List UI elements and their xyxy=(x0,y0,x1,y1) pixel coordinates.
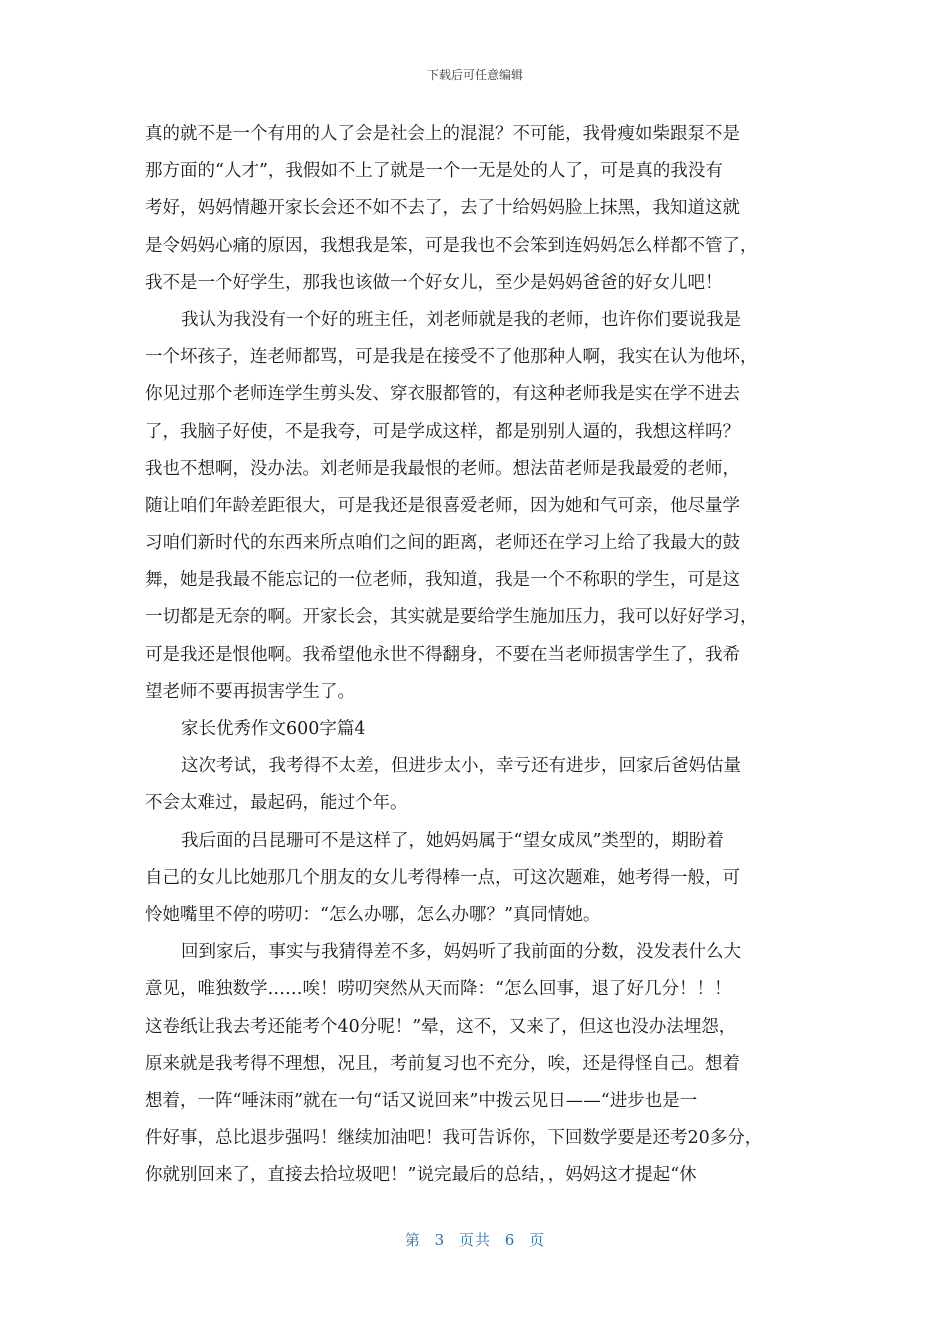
text-line: 可是我还是恨他啊。我希望他永世不得翻身，不要在当老师损害学生了，我希 xyxy=(145,644,740,665)
text-line: 一个坏孩子，连老师都骂，可是我是在接受不了他那种人啊，我实在认为他坏， xyxy=(145,347,758,368)
document-body xyxy=(145,116,815,1194)
text-line: 考好，妈妈情趣开家长会还不如不去了，去了十给妈妈脸上抹黑，我知道这就 xyxy=(145,198,740,219)
text-line: 那方面的“人才”，我假如不上了就是一个一无是处的人了，可是真的我没有 xyxy=(145,161,723,182)
text-line: 原来就是我考得不理想，况且，考前复习也不充分，唉，还是得怪自己。想着 xyxy=(145,1053,740,1074)
text-line: 想着，一阵“唾沫雨”就在一句“话又说回来”中拨云见日——“进步也是一 xyxy=(145,1090,698,1111)
page-number-footer: 第 3 页共 6 页 xyxy=(404,1231,546,1249)
text-line: 你见过那个老师连学生剪头发、穿衣服都管的，有这种老师我是实在学不进去 xyxy=(145,384,740,405)
text-line: 了，我脑子好使，不是我夸，可是学成这样，都是别别人逼的，我想这样吗？ xyxy=(145,421,740,442)
text-line: 是令妈妈心痛的原因，我想我是笨，可是我也不会笨到连妈妈怎么样都不管了， xyxy=(145,235,758,256)
paragraph-start-line: 回到家后，事实与我猜得差不多，妈妈听了我前面的分数，没发表什么大 xyxy=(181,942,741,963)
text-line: 我不是一个好学生，那我也该做一个好女儿，至少是妈妈爸爸的好女儿吧！ xyxy=(145,272,723,293)
text-line: 随让咱们年龄差距很大，可是我还是很喜爱老师，因为她和气可亲，他尽量学 xyxy=(145,495,740,516)
text-line: 件好事，总比退步强吗！继续加油吧！我可告诉你，下回数学要是还考20多分， xyxy=(145,1128,763,1149)
text-line: 不会太难过，最起码，能过个年。 xyxy=(145,793,408,814)
text-line: 意见，唯独数学……唉！唠叨突然从天而降：“怎么回事，退了好几分！！！ xyxy=(145,979,732,1000)
paragraph-start-line: 我认为我没有一个好的班主任，刘老师就是我的老师，也许你们要说我是 xyxy=(181,309,741,330)
text-line: 真的就不是一个有用的人了会是社会上的混混？不可能，我骨瘦如柴跟泵不是 xyxy=(145,124,740,144)
text-line: 怜她嘴里不停的唠叨：“怎么办哪，怎么办哪？”真同情她。 xyxy=(145,904,601,925)
text-line: 习咱们新时代的东西来所点咱们之间的距离，老师还在学习上给了我最大的鼓 xyxy=(145,533,740,554)
text-line: 舞，她是我最不能忘记的一位老师，我知道，我是一个不称职的学生，可是这 xyxy=(145,570,740,591)
paragraph-start-line: 我后面的吕昆珊可不是这样了，她妈妈属于“望女成凤”类型的，期盼着 xyxy=(181,830,724,851)
text-line: 你就别回来了，直接去拾垃圾吧！”说完最后的总结，，妈妈这才提起“休 xyxy=(145,1165,697,1186)
text-line: 我也不想啊，没办法。刘老师是我最恨的老师。想法苗老师是我最爱的老师， xyxy=(145,458,740,479)
paragraph-start-line: 这次考试，我考得不太差，但进步太小，幸亏还有进步，回家后爸妈估量 xyxy=(181,756,741,777)
text-line: 一切都是无奈的啊。开家长会，其实就是要给学生施加压力，我可以好好学习， xyxy=(145,607,758,628)
text-line: 这卷纸让我去考还能考个40分呢！”晕，这不，又来了，但这也没办法埋怨， xyxy=(145,1016,737,1037)
page-header: 下载后可任意编辑 xyxy=(426,68,523,82)
text-line: 望老师不要再损害学生了。 xyxy=(145,681,355,702)
section-heading: 家长优秀作文600字篇4 xyxy=(181,719,366,739)
text-line: 自己的女儿比她那几个朋友的女儿考得棒一点，可这次题难，她考得一般，可 xyxy=(145,867,740,888)
